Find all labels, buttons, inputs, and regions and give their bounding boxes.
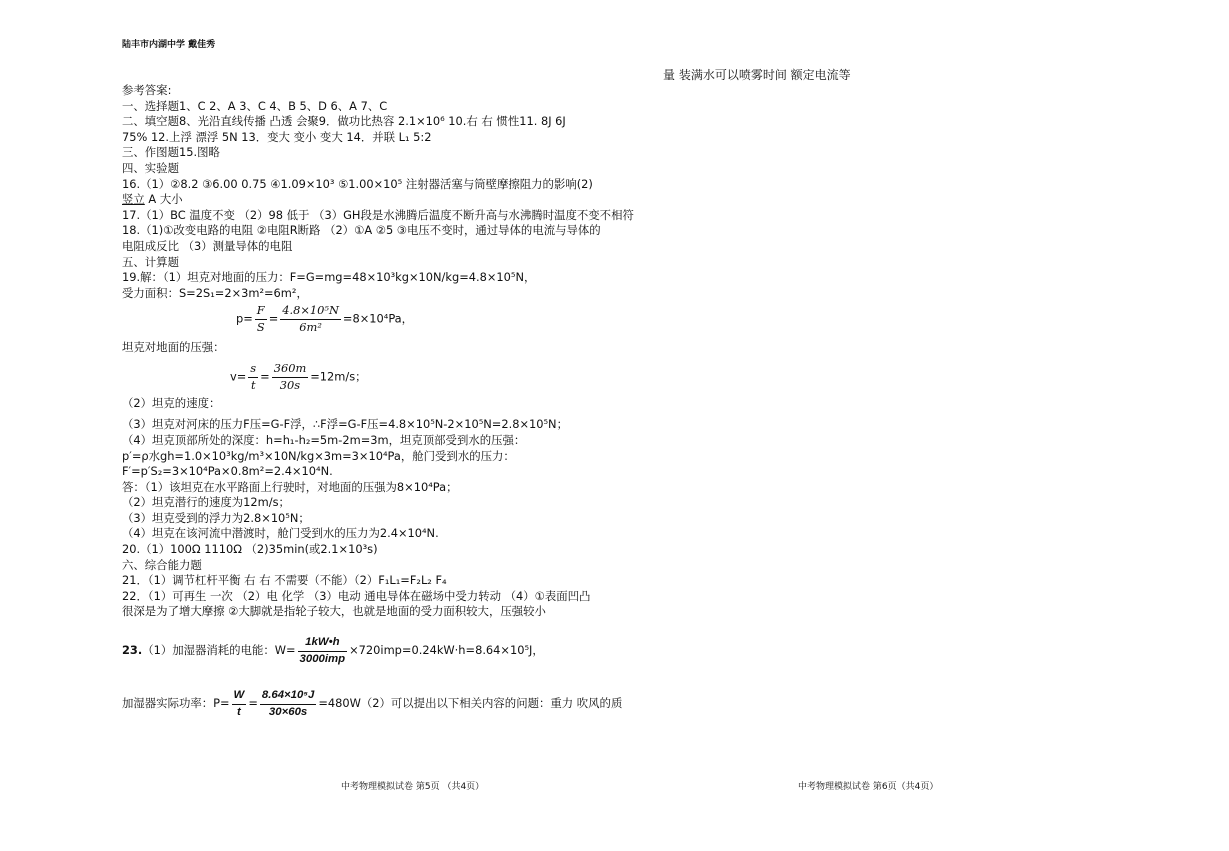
q20-answer: 20.（1）100Ω 1110Ω （2)35min(或2.1×10³s) <box>122 542 378 557</box>
page-header-author: 陆丰市内湖中学 戴佳秀 <box>122 40 216 50</box>
v-prefix: v= <box>230 369 247 384</box>
q19-hatch-force: F′=p′S₂=3×10⁴Pa×0.8m²=2.4×10⁴N. <box>122 464 333 479</box>
v-fraction-1 <box>248 361 258 393</box>
w-fraction <box>298 635 348 667</box>
P-eq: = <box>248 696 258 711</box>
calc-heading: 五、计算题 <box>122 254 179 269</box>
w-num: 1kW•h <box>298 635 348 652</box>
q19-force: 19.解：（1）坦克对地面的压力：F=G=mg=48×10³kg×10N/kg=4.8×10⁵N， <box>122 270 536 285</box>
P-den: t <box>237 705 241 718</box>
q16-line-2 <box>122 192 642 208</box>
q22-line-1: 22．（1）可再生 一次 （2）电 化学 （3）电动 通电导体在磁场中受力转动 （4）①表面凹凸 <box>122 588 591 603</box>
q23-power-label: 加湿器实际功率：P= <box>122 696 230 711</box>
q19-water-pressure: p′=ρ水gh=1.0×10³kg/m³×10N/kg×3m=3×10⁴Pa，舱门受到水的压力： <box>122 448 515 463</box>
answer-2: （2）坦克潜行的速度为12m/s； <box>122 495 290 510</box>
P-num2: 8.64×10⁵J <box>260 688 316 705</box>
q23-energy-result: ×720imp=0.24kW·h=8.64×10⁵J， <box>349 643 544 658</box>
p-fraction-1 <box>255 303 267 335</box>
p-den: S <box>256 319 265 334</box>
q18-line-1: 18.（1)①改变电路的电阻 ②电阻R断路 （2）①A ②5 ③电压不变时，通过导体的电流与导体的 <box>122 223 601 238</box>
q16-rest: A 大小 <box>144 192 183 207</box>
p-fraction-2 <box>280 303 341 335</box>
p-prefix: p= <box>236 311 253 326</box>
v-num2: 360m <box>272 361 309 378</box>
q23-energy-label: （1）加湿器消耗的电能：W= <box>142 643 296 658</box>
q21-answer: 21．（1）调节杠杆平衡 右 右 不需要（不能）（2）F₁L₁=F₂L₂ F₄ <box>122 573 447 588</box>
P-fraction-2 <box>260 688 316 720</box>
q19-area: 受力面积：S=2S₁=2×3m²=6m²， <box>122 285 308 300</box>
q23-number: 23. <box>122 643 143 658</box>
p-eq: = <box>268 311 279 326</box>
v-den: t <box>250 377 256 392</box>
answer-title: 参考答案: <box>122 83 172 97</box>
q18-line-2: 电阻成反比 （3）测量导体的电阻 <box>122 238 293 253</box>
p-num2: 4.8×10⁵N <box>280 303 341 320</box>
q19-speed-label: （2）坦克的速度： <box>122 396 221 411</box>
right-column-continuation: 量 装满水可以喷雾时间 额定电流等 <box>663 68 851 82</box>
q19-pressure-label: 坦克对地面的压强： <box>122 340 225 355</box>
q17-answer: 17.（1）BC 温度不变 （2）98 低于 （3）GH段是水沸腾后温度不断升高与水沸腾时温度不变不相符 <box>122 207 634 222</box>
P-num: W <box>232 688 247 705</box>
fill-answers-1: 二、填空题8、光沿直线传播 凸透 会聚9．做功比热容 2.1×10⁶ 10.右 右 惯性11. 8J 6J <box>122 114 566 129</box>
v-result: =12m/s； <box>310 369 367 384</box>
p-result: =8×10⁴Pa， <box>342 311 414 326</box>
v-den2: 30s <box>279 377 301 392</box>
q16-line-1: 16.（1）②8.2 ③6.00 0.75 ④1.09×10³ ⑤1.00×10⁵ 注射器活塞与筒壁摩擦阻力的影响(2) <box>122 176 593 191</box>
fill-answers-2: 75% 12.上浮 漂浮 5N 13．变大 变小 变大 14．并联 L₁ 5:2 <box>122 129 432 144</box>
p-num: F <box>255 303 267 320</box>
v-eq: = <box>260 369 270 384</box>
spacer <box>122 620 642 632</box>
q22-line-2: 很深是为了增大摩擦 ②大脚就是指轮子较大，也就是地面的受力面积较大，压强较小 <box>122 604 546 619</box>
w-den: 3000imp <box>299 652 346 665</box>
choice-answers: 一、选择题1、C 2、A 3、C 4、B 5、D 6、A 7、C <box>122 98 388 113</box>
footer-page-6: 中考物理模拟试卷 第6页（共4页） <box>798 782 939 792</box>
pressure-formula <box>236 303 413 335</box>
drawing-answers: 三、作图题15.图略 <box>122 145 220 160</box>
q19-buoyancy: （3）坦克对河床的压力F压=G-F浮，∴F浮=G-F压=4.8×10⁵N-2×10⁵N=2.8×10⁵N； <box>122 417 568 432</box>
footer-page-5: 中考物理模拟试卷 第5页 （共4页） <box>341 782 485 792</box>
speed-formula <box>230 361 367 393</box>
p-den2: 6m² <box>299 319 322 334</box>
q23-power-result: =480W（2）可以提出以下相关内容的问题：重力 吹风的质 <box>318 696 623 711</box>
q23-power <box>122 684 642 724</box>
P-den2: 30×60s <box>268 705 308 718</box>
answer-3: （3）坦克受到的浮力为2.8×10⁵N； <box>122 510 310 525</box>
q16-vertical: 竖立 <box>122 192 145 207</box>
spacer-2 <box>122 670 642 684</box>
ability-heading: 六、综合能力题 <box>122 557 202 572</box>
answer-1: 答：（1）该坦克在水平路面上行驶时，对地面的压强为8×10⁴Pa； <box>122 479 458 494</box>
q23-energy <box>122 632 642 670</box>
experiment-heading: 四、实验题 <box>122 160 179 175</box>
v-fraction-2 <box>272 361 309 393</box>
answer-key <box>122 83 642 724</box>
v-num: s <box>248 361 258 378</box>
pressure-block <box>122 301 642 363</box>
speed-block <box>122 363 642 417</box>
q19-depth: （4）坦克顶部所处的深度：h=h₁-h₂=5m-2m=3m，坦克顶部受到水的压强： <box>122 432 526 447</box>
answer-4: （4）坦克在该河流中潜渡时，舱门受到水的压力为2.4×10⁴N. <box>122 526 439 541</box>
P-fraction-1 <box>232 688 247 720</box>
